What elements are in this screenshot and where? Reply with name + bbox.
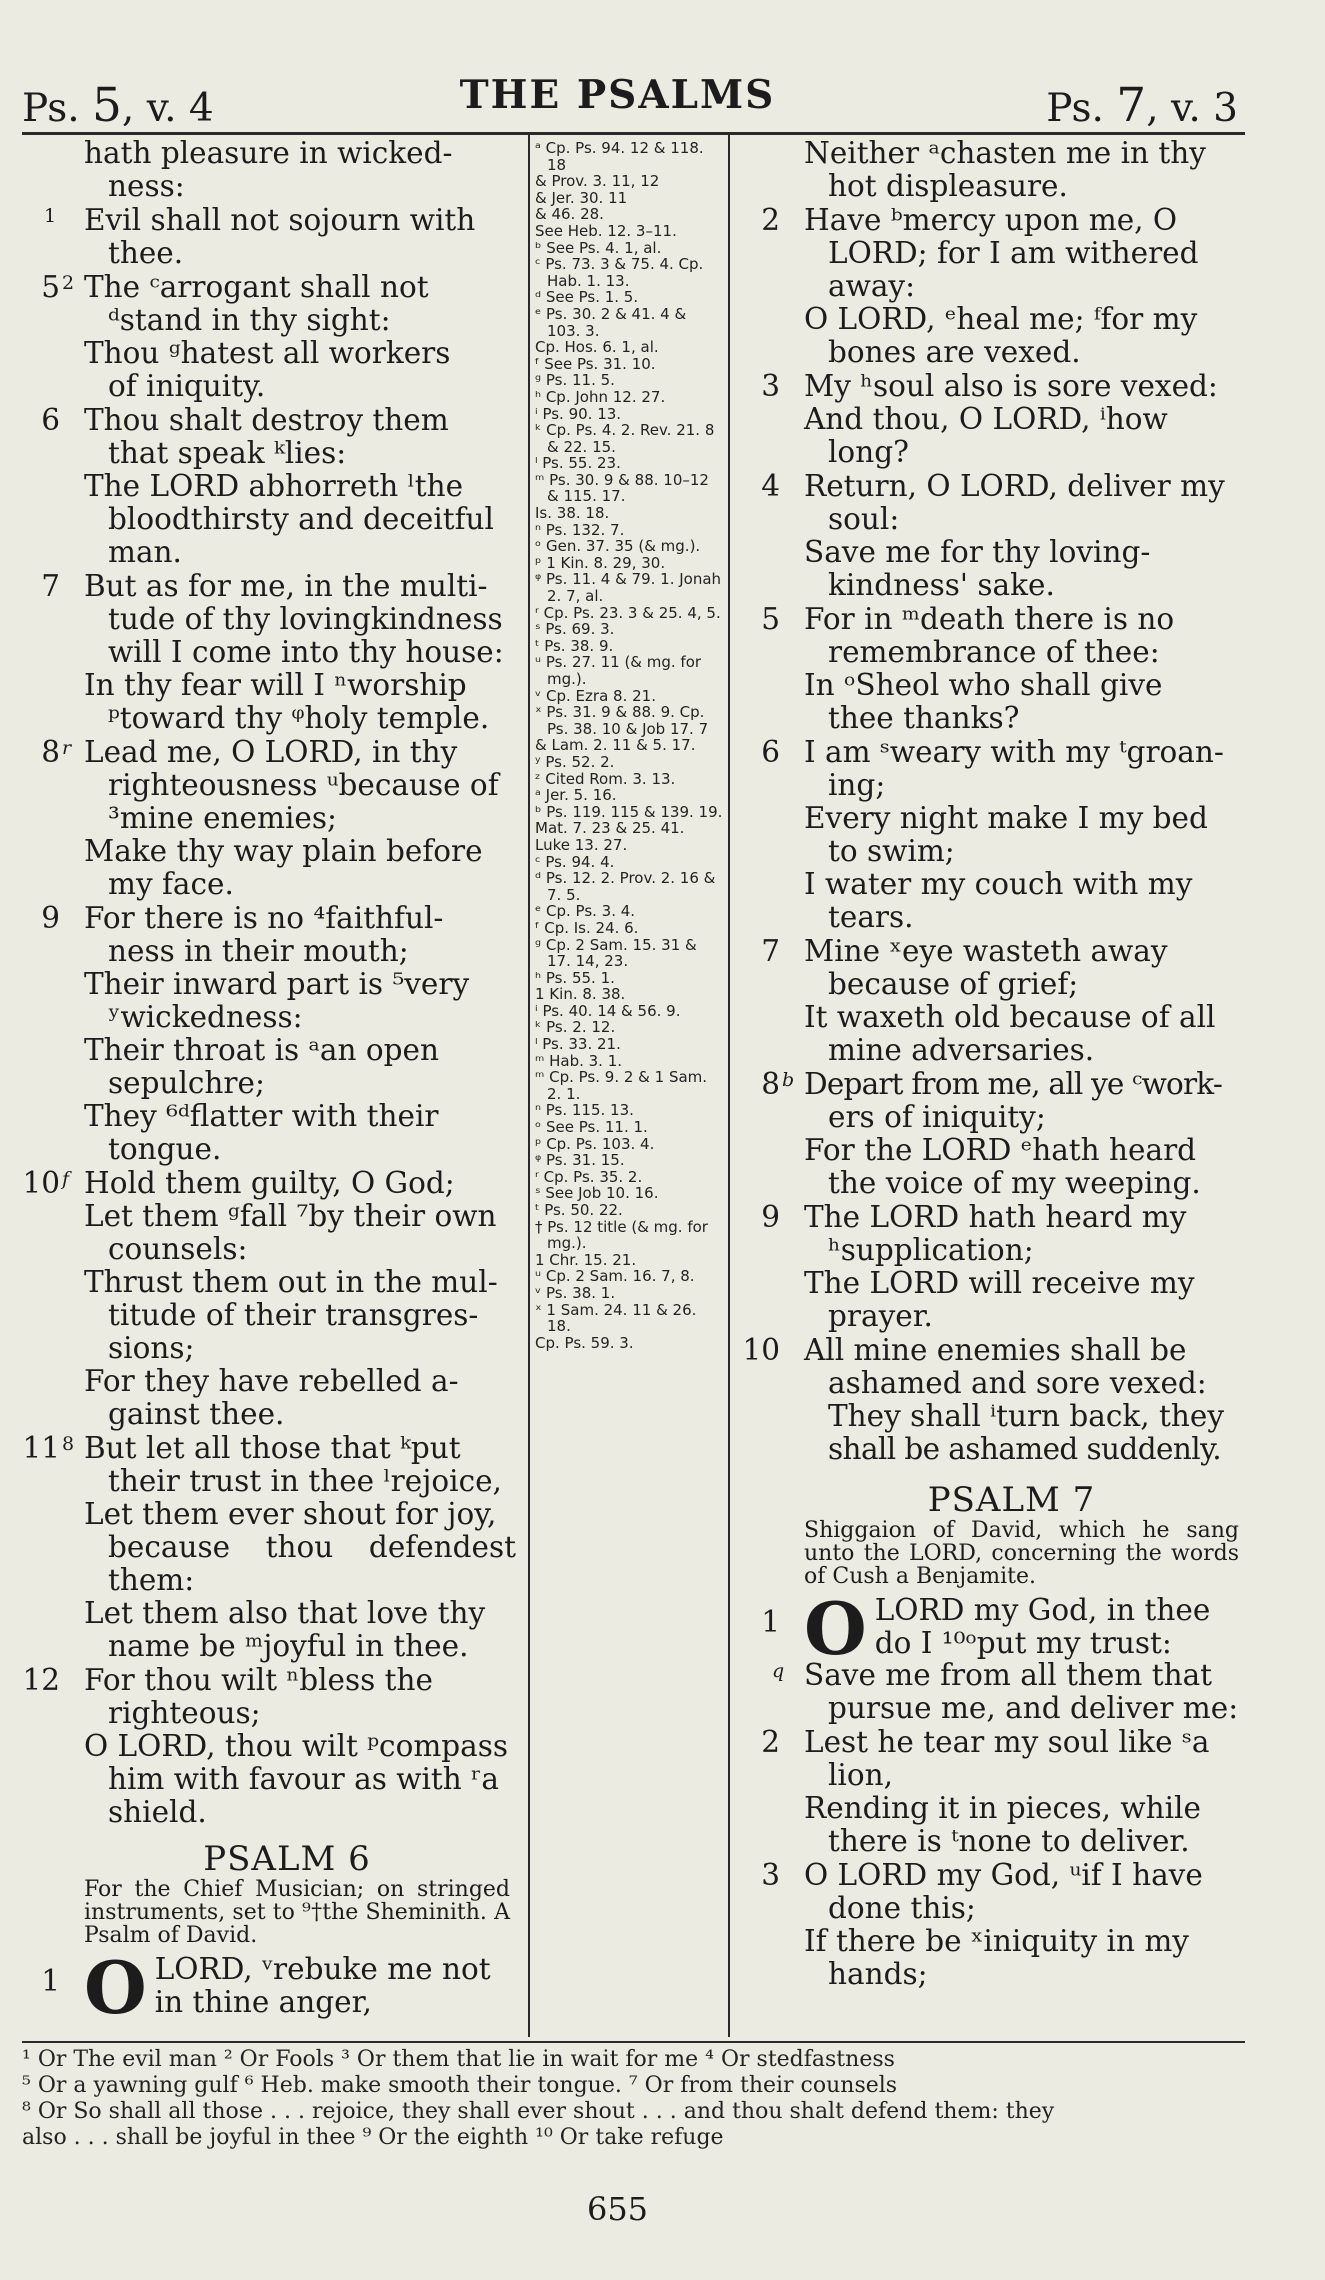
verse: 10 f Hold them guilty, O God; Let them ᵍfall ⁷by their own counsels: Thrust them out in the mul- titude of their transgres- sions; For they have rebelled a- gainst thee.: [22, 1166, 498, 1431]
cross-reference: Luke 13. 27.: [535, 835, 628, 854]
cross-reference: See Heb. 12. 3–11.: [535, 221, 677, 240]
cross-reference: ˡ Ps. 33. 21.: [535, 1035, 621, 1054]
cross-reference: & Lam. 2. 11 & 5. 17.: [535, 736, 696, 755]
verse: 5 2 The ᶜarrogant shall not ᵈstand in thy sight: Thou ᵍhatest all workers of iniquity.: [41, 270, 451, 403]
cross-reference: ᵇ Ps. 119. 115 & 139. 19.: [535, 802, 723, 821]
cross-reference: ⁱ Ps. 40. 14 & 56. 9.: [535, 1001, 681, 1020]
cross-reference: ᵘ Ps. 27. 11 (& mg. for mg.).: [535, 653, 702, 688]
verse-continuation: Neither ᵃchasten me in thy hot displeasure.: [804, 136, 1206, 203]
cross-reference: ᵈ Ps. 12. 2. Prov. 2. 16 & 7. 5.: [535, 869, 716, 904]
cross-reference: ⁿ Ps. 132. 7.: [535, 520, 625, 539]
verse: 1 O LORD my God, in thee do I ¹⁰ᵒput my trust:: [761, 1586, 1211, 1671]
verse: 6 I am ˢweary with my ᵗgroan- ing; Every night make I my bed to swim; I water my couch with my tears.: [761, 735, 1224, 934]
left-text-column: [22, 136, 516, 2030]
verse: 8 r Lead me, O LORD, in thy righteousness ᵘbecause of ³mine enemies; Make thy way plain before my face.: [41, 735, 499, 901]
verse: 2 Have ᵇmercy upon me, O LORD; for I am withered away: O LORD, ᵉheal me; ᶠfor my bones are vexed.: [761, 203, 1199, 369]
cross-reference: ʸ Ps. 52. 2.: [535, 752, 615, 771]
cross-reference: Is. 38. 18.: [535, 504, 610, 523]
verse: 9 For there is no ⁴faithful- ness in their mouth; Their inward part is ⁵very ʸwickedness: Their throat is ᵃan open sepulchre; They ⁶ᵈflatter with their tongue.: [41, 901, 470, 1166]
cross-reference-column: [535, 140, 723, 1351]
cross-reference: ᵈ See Ps. 1. 5.: [535, 288, 639, 307]
verse: 4 Return, O LORD, deliver my soul: Save me for thy loving- kindness' sake.: [761, 469, 1225, 602]
cross-reference: & Jer. 30. 11: [535, 188, 628, 207]
psalm-6-heading: PSALM 6: [203, 1839, 371, 1879]
cross-reference: ᵐ Hab. 3. 1.: [535, 1051, 623, 1070]
cross-reference: ʳ Cp. Ps. 35. 2.: [535, 1167, 643, 1186]
cross-reference: ᵃ Cp. Ps. 94. 12 & 118. 18: [535, 139, 704, 174]
verse: 9 The LORD hath heard my ʰsupplication; The LORD will receive my prayer.: [761, 1200, 1195, 1333]
cross-reference: ᵏ Cp. Ps. 4. 2. Rev. 21. 8 & 22. 15.: [535, 421, 715, 456]
cross-reference: ᵉ Cp. Ps. 3. 4.: [535, 902, 636, 921]
verse: 12 For thou wilt ⁿbless the righteous; O LORD, thou wilt ᵖcompass him with favour as with ʳa shield.: [22, 1663, 509, 1829]
cross-reference: ᶜ Ps. 94. 4.: [535, 852, 615, 871]
verse: 10 All mine enemies shall be ashamed and sore vexed: They shall ⁱturn back, they shall be ashamed suddenly.: [742, 1333, 1225, 1466]
cross-reference: ᵠ Ps. 11. 4 & 79. 1. Jonah 2. 7, al.: [535, 570, 722, 606]
verse: 1 O LORD, ᵛrebuke me not in thine anger,: [41, 1945, 491, 2030]
cross-reference: ⁱ Ps. 90. 13.: [535, 404, 622, 423]
cross-reference: 1 Kin. 8. 38.: [535, 985, 626, 1004]
cross-reference: ᵠ Ps. 31. 15.: [535, 1151, 625, 1170]
footnote-line: ¹ Or The evil man ² Or Fools ³ Or them that lie in wait for me ⁴ Or stedfastness: [22, 2047, 895, 2072]
cross-reference: ᵉ Ps. 30. 2 & 41. 4 & 103. 3.: [535, 304, 687, 340]
cross-reference: ᵐ Cp. Ps. 9. 2 & 1 Sam. 2. 1.: [535, 1068, 708, 1103]
cross-reference: ᶻ Cited Rom. 3. 13.: [535, 769, 676, 788]
verse: 5 For in ᵐdeath there is no remembrance of thee: In ᵒSheol who shall give thee thanks?: [761, 602, 1175, 735]
page-number: 655: [586, 2190, 649, 2228]
verse: 7 Mine ˣeye wasteth away because of grief; It waxeth old because of all mine adversaries.: [761, 934, 1216, 1067]
footnote-rule: [22, 2041, 1245, 2043]
cross-reference: ᵐ Ps. 30. 9 & 88. 10–12 & 115. 17.: [535, 470, 709, 506]
column-rule-right: [728, 132, 730, 2037]
verse: 3 O LORD my God, ᵘif I have done this; If there be ˣiniquity in my hands;: [761, 1858, 1203, 1991]
cross-reference: ᵘ Cp. 2 Sam. 16. 7, 8.: [535, 1267, 695, 1286]
cross-reference: ᵛ Cp. Ezra 8. 21.: [535, 686, 656, 705]
book-title: THE PSALMS: [459, 72, 776, 118]
cross-reference: ˣ Ps. 31. 9 & 88. 9. Cp. Ps. 38. 10 & Job 17. 7: [535, 703, 709, 738]
verse: 3 My ʰsoul also is sore vexed: And thou, O LORD, ⁱhow long?: [761, 369, 1218, 469]
cross-reference: Cp. Hos. 6. 1, al.: [535, 338, 659, 357]
cross-reference: ᵏ Ps. 2. 12.: [535, 1018, 616, 1037]
cross-reference: ᶜ Ps. 73. 3 & 75. 4. Cp. Hab. 1. 13.: [535, 255, 704, 290]
footnote-line: also . . . shall be joyful in thee ⁹ Or the eighth ¹⁰ Or take refuge: [22, 2125, 724, 2150]
cross-reference: ᵖ Cp. Ps. 103. 4.: [535, 1134, 655, 1153]
verse: 2 Lest he tear my soul like ˢa lion, Rending it in pieces, while there is ᵗnone to deliver.: [761, 1725, 1210, 1858]
psalm-6-superscription: For the Chief Musician; on stringed instruments, set to ⁹†the Sheminith. A Psalm of David.: [84, 1877, 510, 1948]
verse: 7 But as for me, in the multi- tude of thy lovingkindness will I come into thy house: In thy fear will I ⁿworship ᵖtoward thy ᵠholy temple.: [41, 569, 504, 735]
cross-reference: ᶠ Cp. Is. 24. 6.: [535, 918, 639, 937]
column-rule-left: [528, 132, 530, 2037]
psalm-7-heading: PSALM 7: [927, 1480, 1096, 1520]
verse-continuation: hath pleasure in wicked- ness:: [84, 136, 453, 203]
cross-reference: ᵃ Jer. 5. 16.: [535, 786, 617, 805]
cross-reference: ᵒ Gen. 37. 35 (& mg.).: [535, 537, 701, 556]
cross-reference: † Ps. 12 title (& mg. for mg.).: [535, 1217, 708, 1253]
psalm-7-superscription: Shiggaion of David, which he sang unto the LORD, concerning the words of Cush a Benjamite.: [804, 1518, 1239, 1589]
verse: 6 Thou shalt destroy them that speak ᵏlies: The LORD abhorreth ˡthe bloodthirsty and deceitful man.: [41, 403, 494, 569]
cross-reference: ᶠ See Ps. 31. 10.: [535, 354, 656, 373]
cross-reference: Mat. 7. 23 & 25. 41.: [535, 819, 685, 838]
drop-cap: O: [804, 1586, 867, 1671]
footnote-line: ⁸ Or So shall all those . . . rejoice, they shall ever shout . . . and thou shalt defend them: they: [22, 2099, 1055, 2124]
cross-reference: ʳ Cp. Ps. 23. 3 & 25. 4, 5.: [535, 603, 721, 622]
running-head-left: Ps. 5, v. 4: [22, 78, 214, 133]
verse: 11 8 But let all those that ᵏput their trust in thee ˡrejoice, Let them ever shout for joy, because thou defendest them: Let them also that love thy name be ᵐjoyful in thee.: [22, 1431, 516, 1663]
cross-reference: ˡ Ps. 55. 23.: [535, 454, 621, 473]
cross-reference: ˣ 1 Sam. 24. 11 & 26. 18.: [535, 1300, 697, 1336]
cross-reference: ˢ See Job 10. 16.: [535, 1184, 659, 1203]
cross-reference: & 46. 28.: [535, 205, 604, 224]
verse: q Save me from all them that pursue me, and deliver me:: [772, 1658, 1239, 1725]
header-rule: [22, 132, 1245, 135]
cross-reference: ᵛ Ps. 38. 1.: [535, 1283, 616, 1302]
cross-reference: ᵗ Ps. 50. 22.: [535, 1201, 623, 1219]
cross-reference: ʰ Ps. 55. 1.: [535, 968, 615, 987]
cross-reference: Cp. Ps. 59. 3.: [535, 1333, 634, 1352]
cross-reference: ˢ Ps. 69. 3.: [535, 620, 615, 639]
cross-reference: ᵇ See Ps. 4. 1, al.: [535, 238, 662, 257]
cross-reference: ᵍ Cp. 2 Sam. 15. 31 & 17. 14, 23.: [535, 935, 697, 971]
cross-reference: ⁿ Ps. 115. 13.: [535, 1101, 634, 1120]
cross-reference: 1 Chr. 15. 21.: [535, 1250, 637, 1269]
footnote-line: ⁵ Or a yawning gulf ⁶ Heb. make smooth their tongue. ⁷ Or from their counsels: [22, 2073, 898, 2098]
cross-reference: ᵍ Ps. 11. 5.: [535, 371, 615, 390]
verse: 8 b Depart from me, all ye ᶜwork- ers of iniquity; For the LORD ᵉhath heard the voice of my weeping.: [761, 1067, 1223, 1200]
cross-reference: ᵖ 1 Kin. 8. 29, 30.: [535, 553, 666, 572]
cross-reference: ᵒ See Ps. 11. 1.: [535, 1118, 648, 1137]
footnotes: [22, 2047, 1242, 2151]
cross-reference: ᵗ Ps. 38. 9.: [535, 636, 614, 655]
running-head-right: Ps. 7, v. 3: [1046, 78, 1238, 133]
drop-cap: O: [84, 1945, 147, 2030]
verse: 1 Evil shall not sojourn with thee.: [44, 203, 476, 270]
cross-reference: ʰ Cp. John 12. 27.: [535, 387, 666, 406]
right-text-column: [742, 137, 1245, 1992]
cross-reference: & Prov. 3. 11, 12: [535, 172, 660, 191]
